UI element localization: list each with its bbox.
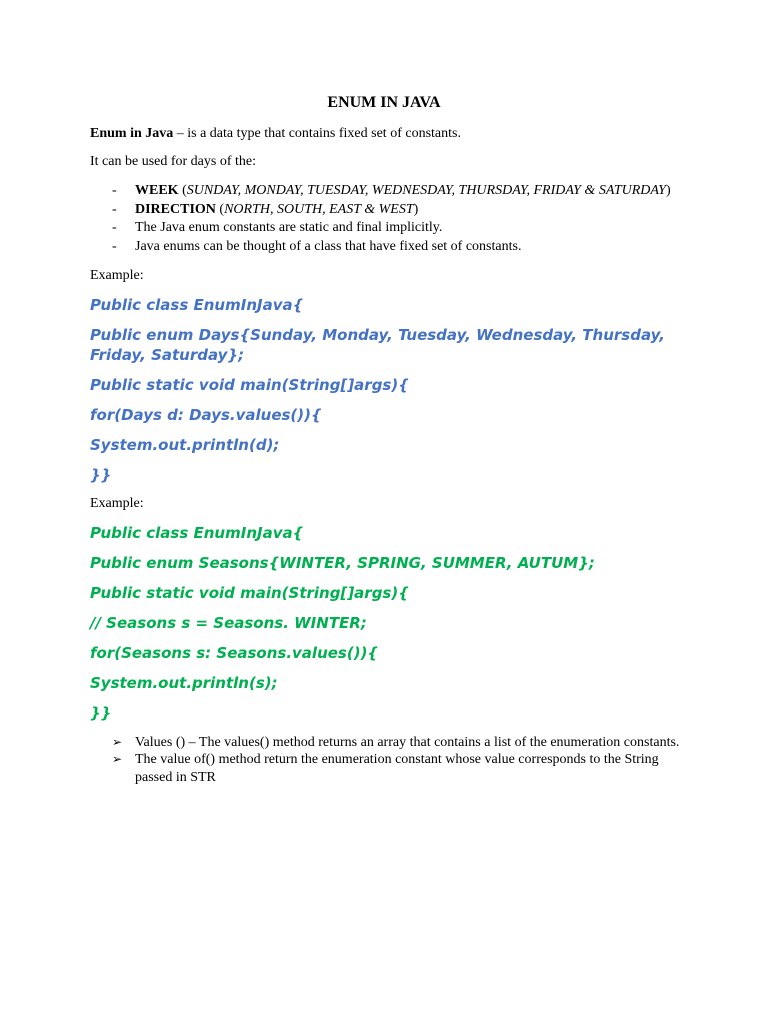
arrow-bullet-icon: ➢ [112, 752, 123, 766]
list-item-direction [90, 201, 690, 220]
list-item-static-final [90, 219, 690, 238]
code-line: // Seasons s = Seasons. WINTER; [90, 613, 367, 632]
definition-text: – is a data type that contains fixed set of constants. [173, 126, 461, 141]
arrow-bullet-icon: ➢ [112, 734, 123, 749]
week-label: WEEK [135, 183, 179, 198]
example2-code-block [90, 524, 690, 724]
list-item-class-like [90, 238, 690, 257]
dash-bullet: - [112, 238, 117, 254]
direction-label: DIRECTION [135, 201, 216, 217]
example1-code-block [90, 296, 690, 485]
page-title: ENUM IN JAVA [327, 94, 441, 111]
dash-bullet: - [112, 220, 117, 235]
code-line: Public class EnumInJava{ [90, 296, 304, 314]
code-line: }} [90, 465, 112, 484]
usage-paragraph: It can be used for days of the: [90, 154, 256, 169]
valueof-method-text: The value of() method return the enumeration constant whose value corresponds to the String passed in STR [135, 752, 659, 785]
list-item-valueof-method [90, 751, 680, 786]
code-line: Public static void main(String[]args){ [90, 375, 409, 394]
class-like-text: Java enums can be thought of a class that have fixed set of constants. [135, 238, 522, 254]
direction-open: ( [215, 201, 225, 217]
arrow-list [90, 734, 690, 787]
week-open: ( [178, 183, 187, 198]
dash-bullet: - [112, 183, 117, 198]
direction-close: ) [413, 201, 419, 217]
dash-list [90, 182, 690, 256]
code-line: System.out.println(s); [90, 673, 278, 692]
document-page [90, 92, 690, 786]
code-line: Public class EnumInJava{ [90, 523, 304, 542]
dash-bullet: - [112, 201, 117, 217]
example1-label: Example: [90, 268, 144, 283]
code-line: Public enum Days{Sunday, Monday, Tuesday, Wednesday, Thursday, Friday, Saturday}; [90, 326, 665, 364]
code-line: }} [90, 703, 112, 722]
static-final-text: The Java enum constants are static and final implicitly. [135, 220, 443, 235]
code-line: for(Seasons s: Seasons.values()){ [90, 643, 379, 662]
direction-values: NORTH, SOUTH, EAST & WEST [224, 201, 414, 217]
week-values: SUNDAY, MONDAY, TUESDAY, WEDNESDAY, THURSDAY, FRIDAY & SATURDAY [186, 183, 666, 198]
code-line: for(Days d: Days.values()){ [90, 405, 322, 424]
week-close: ) [665, 183, 671, 198]
definition-paragraph [90, 126, 690, 142]
code-line: Public static void main(String[]args){ [90, 583, 409, 602]
code-line: Public enum Seasons{WINTER, SPRING, SUMMER, AUTUM}; [90, 553, 595, 572]
list-item-values-method [90, 734, 680, 752]
code-line: System.out.println(d); [90, 435, 280, 454]
example2-label: Example: [90, 495, 144, 511]
list-item-week [90, 182, 690, 201]
definition-term: Enum in Java [90, 126, 174, 141]
values-method-text: Values () – The values() method returns an array that contains a list of the enumeration constants. [135, 734, 680, 750]
